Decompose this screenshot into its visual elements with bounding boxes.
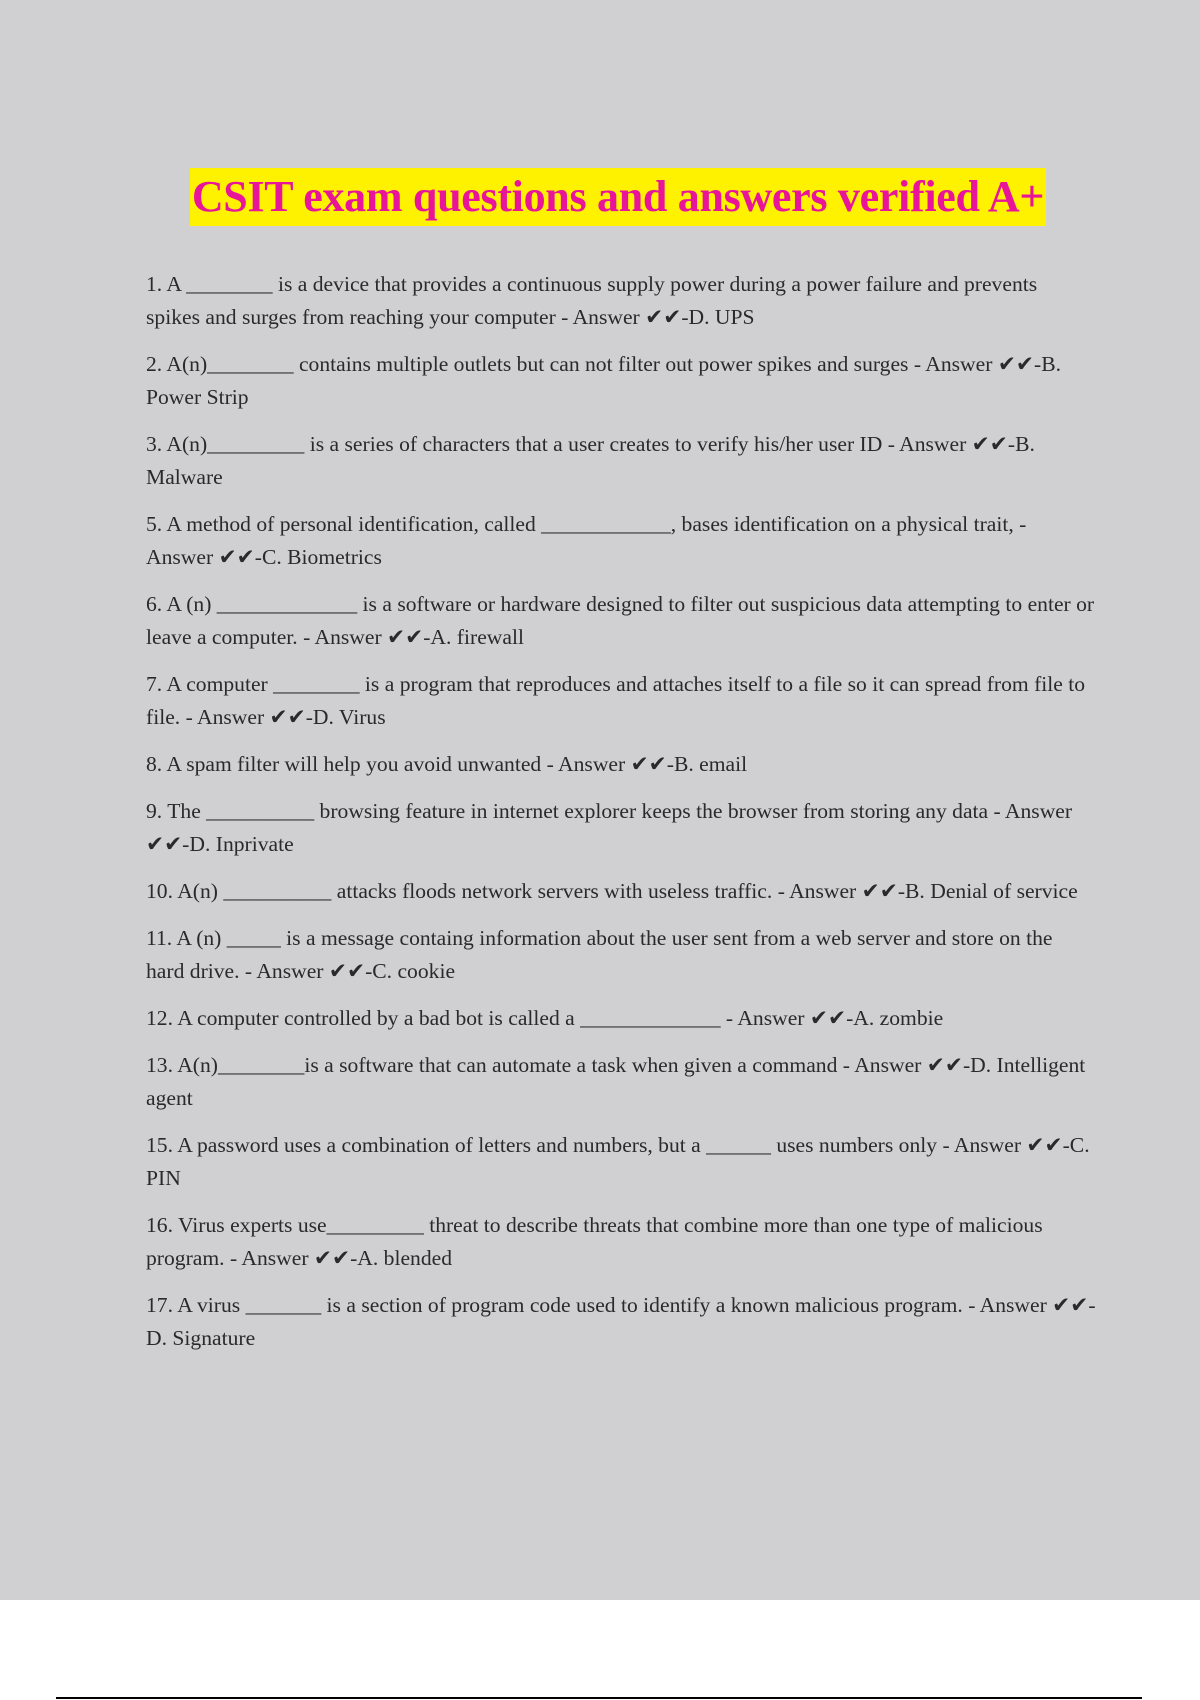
question-item: 6. A (n) _____________ is a software or hardware designed to filter out suspicious data attempting to enter or leave a computer. - Answer ✔✔-A. firewall xyxy=(146,592,1095,649)
question-item: 1. A ________ is a device that provides a continuous supply power during a power failure and prevents spikes and surges from reaching your computer - Answer ✔✔-D. UPS xyxy=(146,272,1038,329)
question-item: 10. A(n) __________ attacks floods network servers with useless traffic. - Answer ✔✔-B. Denial of service xyxy=(146,879,1078,903)
question-item: 2. A(n)________ contains multiple outlets but can not filter out power spikes and surges - Answer ✔✔-B. Power Strip xyxy=(146,352,1062,409)
question-list xyxy=(146,268,1096,1369)
question-item: 3. A(n)_________ is a series of characters that a user creates to verify his/her user ID - Answer ✔✔-B. Malware xyxy=(146,432,1035,489)
question-item: 9. The __________ browsing feature in internet explorer keeps the browser from storing any data - Answer ✔✔-D. Inprivate xyxy=(146,799,1073,856)
question-item: 8. A spam filter will help you avoid unwanted - Answer ✔✔-B. email xyxy=(146,752,748,776)
question-item: 17. A virus _______ is a section of program code used to identify a known malicious program. - Answer ✔✔-D. Signature xyxy=(146,1293,1096,1350)
title-container xyxy=(0,168,1200,226)
question-item: 13. A(n)________is a software that can automate a task when given a command - Answer ✔✔-D. Intelligent agent xyxy=(146,1053,1086,1110)
question-item: 11. A (n) _____ is a message containg information about the user sent from a web server and store on the hard drive. - Answer ✔✔-C. cookie xyxy=(146,926,1053,983)
question-item: 15. A password uses a combination of letters and numbers, but a ______ uses numbers only - Answer ✔✔-C. PIN xyxy=(146,1133,1090,1190)
question-item: 12. A computer controlled by a bad bot is called a _____________ - Answer ✔✔-A. zombie xyxy=(146,1006,944,1030)
page-divider xyxy=(56,1697,1142,1699)
question-item: 16. Virus experts use_________ threat to describe threats that combine more than one type of malicious program. - Answer ✔✔-A. blended xyxy=(146,1213,1043,1270)
question-item: 7. A computer ________ is a program that reproduces and attaches itself to a file so it can spread from file to file. - Answer ✔✔-D. Virus xyxy=(146,672,1086,729)
question-item: 5. A method of personal identification, called ____________, bases identification on a physical trait, - Answer ✔✔-C. Biometrics xyxy=(146,512,1027,569)
document-title: CSIT exam questions and answers verified A+ xyxy=(190,168,1046,226)
